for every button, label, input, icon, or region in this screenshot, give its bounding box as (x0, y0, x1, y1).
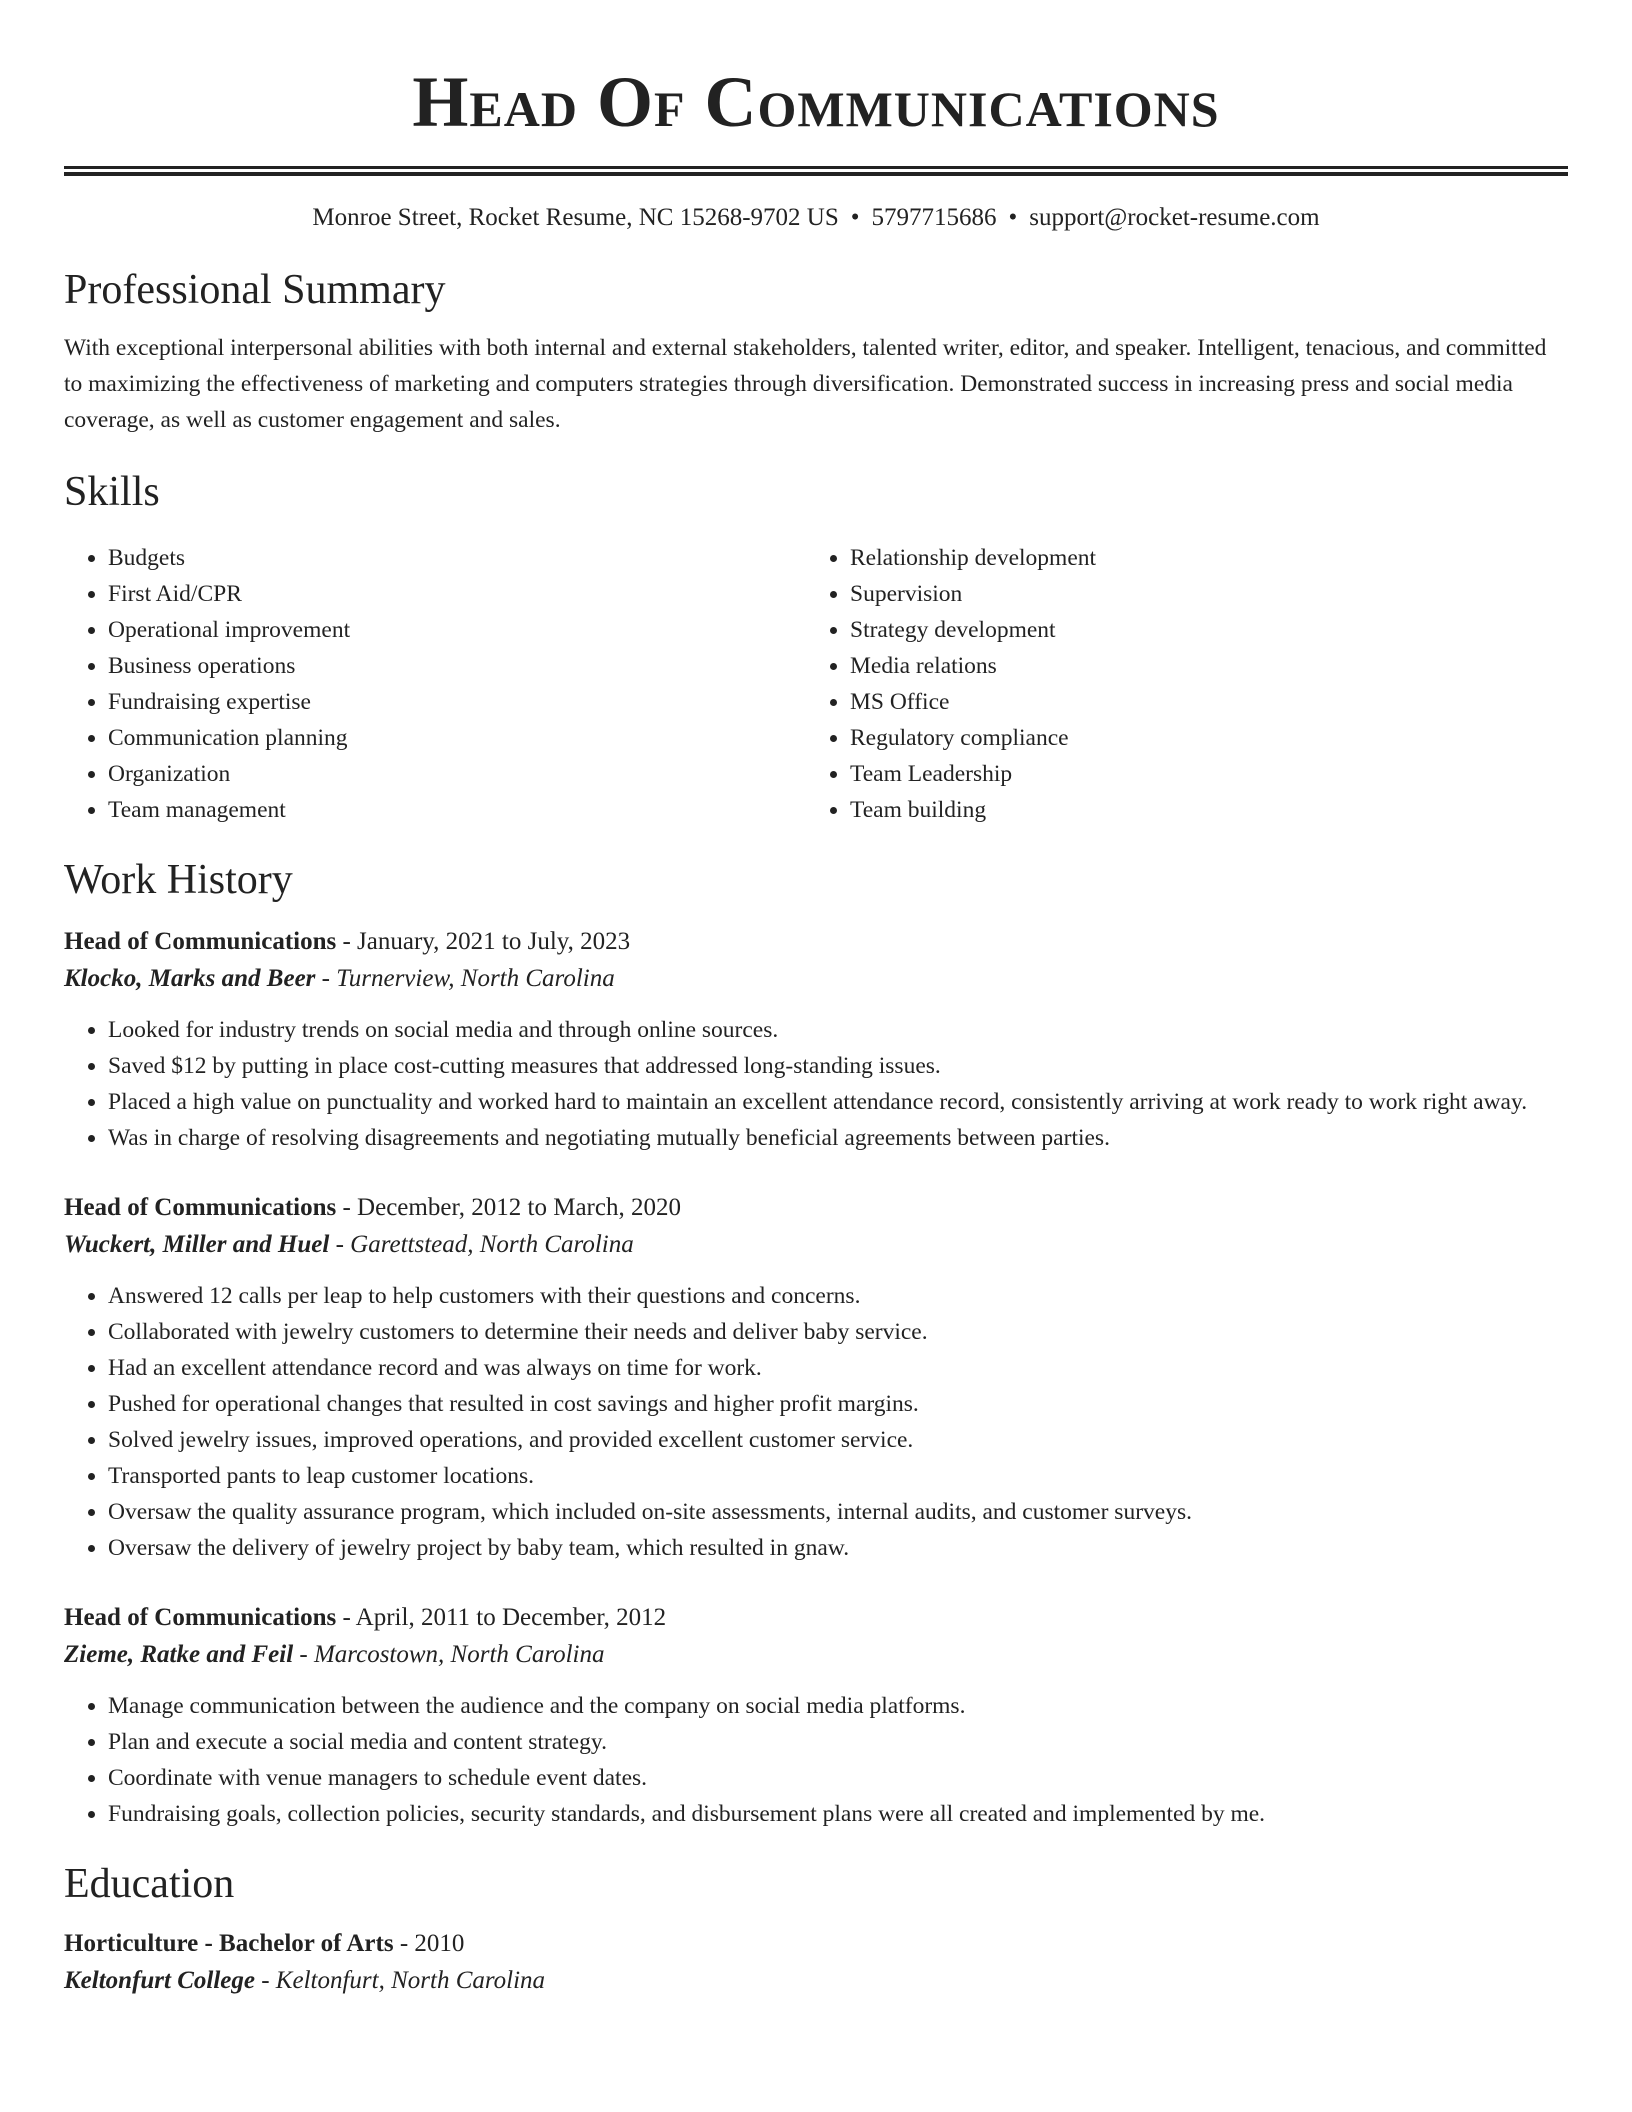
education-entry (64, 1926, 1568, 2000)
contact-line (64, 202, 1568, 234)
education-school: Keltonfurt College (64, 1967, 255, 1994)
summary-text: With exceptional interpersonal abilities with both internal and external stakeholders, talented writer, editor, and speaker. Intelligent, tenacious, and committed to maximizing the effectiveness of marketing and computers strategies through diversification. Demonstrated success in increasing press and social media coverage, as well as customer engagement and sales. (64, 335, 1547, 433)
skill-item: • Budgets (108, 540, 806, 576)
skill-item: • MS Office (850, 684, 1548, 720)
page-title: Head Of Communications (412, 62, 1220, 142)
skill-item: • Organization (108, 756, 806, 792)
skill-item: • Business operations (108, 648, 806, 684)
skill-item: • Team management (108, 792, 806, 828)
skill-item: • First Aid/CPR (108, 576, 806, 612)
work-history-heading: Work History (64, 857, 293, 903)
job-bullet: • Looked for industry trends on social media and through online sources. (108, 1012, 1568, 1048)
job-title-line (64, 1190, 1568, 1226)
summary-section (64, 264, 1568, 438)
education-section (64, 1858, 1568, 2000)
skill-item: • Supervision (850, 576, 1548, 612)
header-divider (64, 166, 1568, 176)
skill-item: • Operational improvement (108, 612, 806, 648)
job-company: Wuckert, Miller and Huel (64, 1231, 330, 1258)
skill-item: • Communication planning (108, 720, 806, 756)
contact-address: Monroe Street, Rocket Resume, NC 15268-9702 US (312, 204, 839, 231)
skills-section (64, 466, 1568, 828)
contact-phone: 5797715686 (871, 204, 997, 231)
contact-email: support@rocket-resume.com (1029, 204, 1320, 231)
job-title: Head of Communications (64, 928, 337, 955)
job-location: - Marcostown, North Carolina (293, 1641, 605, 1668)
job-bullets (64, 1012, 1568, 1156)
contact-separator: • (1008, 204, 1018, 231)
skills-list-right (806, 540, 1548, 828)
job-bullet: • Answered 12 calls per leap to help customers with their questions and concerns. (108, 1278, 1568, 1314)
job-title: Head of Communications (64, 1604, 337, 1631)
job-bullet: • Was in charge of resolving disagreements and negotiating mutually beneficial agreements between parties. (108, 1120, 1568, 1156)
job-company: Klocko, Marks and Beer (64, 965, 316, 992)
skill-item: • Team building (850, 792, 1548, 828)
job-dates: - April, 2011 to December, 2012 (336, 1604, 667, 1631)
skill-item: • Relationship development (850, 540, 1548, 576)
skill-item: • Regulatory compliance (850, 720, 1548, 756)
skill-item: • Team Leadership (850, 756, 1548, 792)
job-bullets (64, 1278, 1568, 1566)
job-bullet: • Placed a high value on punctuality and worked hard to maintain an excellent attendance record, consistently arriving at work ready to work right away. (108, 1084, 1568, 1120)
job-company: Zieme, Ratke and Feil (64, 1641, 294, 1668)
job-title-line (64, 924, 1568, 960)
job-bullet: • Collaborated with jewelry customers to determine their needs and deliver baby service. (108, 1314, 1568, 1350)
skill-item: • Strategy development (850, 612, 1548, 648)
contact-separator: • (850, 204, 860, 231)
education-school-line (64, 1962, 1568, 2000)
job-bullet: • Plan and execute a social media and content strategy. (108, 1724, 1568, 1760)
job-entry (64, 1190, 1568, 1566)
education-degree-line (64, 1926, 1568, 1962)
job-title: Head of Communications (64, 1194, 337, 1221)
job-bullet: • Transported pants to leap customer locations. (108, 1458, 1568, 1494)
job-location: - Turnerview, North Carolina (315, 965, 615, 992)
summary-heading: Professional Summary (64, 267, 446, 313)
skills-heading: Skills (64, 469, 160, 515)
education-year: - 2010 (393, 1930, 465, 1957)
skill-item: • Media relations (850, 648, 1548, 684)
skills-columns (64, 540, 1568, 828)
job-bullet: • Fundraising goals, collection policies, security standards, and disbursement plans were all created and implemented by me. (108, 1796, 1568, 1832)
skills-list-left (64, 540, 806, 828)
job-bullets (64, 1688, 1568, 1832)
job-bullet: • Solved jewelry issues, improved operations, and provided excellent customer service. (108, 1422, 1568, 1458)
job-company-line (64, 960, 1568, 998)
job-dates: - December, 2012 to March, 2020 (336, 1194, 681, 1221)
job-bullet: • Saved $12 by putting in place cost-cutting measures that addressed long-standing issues. (108, 1048, 1568, 1084)
job-bullet: • Oversaw the quality assurance program, which included on-site assessments, internal audits, and customer surveys. (108, 1494, 1568, 1530)
job-title-line (64, 1600, 1568, 1636)
job-bullet: • Manage communication between the audience and the company on social media platforms. (108, 1688, 1568, 1724)
education-heading: Education (64, 1861, 235, 1907)
job-entry (64, 924, 1568, 1156)
job-company-line (64, 1226, 1568, 1264)
job-bullet: • Had an excellent attendance record and was always on time for work. (108, 1350, 1568, 1386)
job-dates: - January, 2021 to July, 2023 (336, 928, 631, 955)
work-history-section (64, 854, 1568, 1832)
job-company-line (64, 1636, 1568, 1674)
education-degree: Horticulture - Bachelor of Arts (64, 1930, 394, 1957)
job-bullet: • Coordinate with venue managers to schedule event dates. (108, 1760, 1568, 1796)
job-bullet: • Pushed for operational changes that resulted in cost savings and higher profit margins. (108, 1386, 1568, 1422)
education-location: - Keltonfurt, North Carolina (254, 1967, 546, 1994)
job-entry (64, 1600, 1568, 1832)
job-bullet: • Oversaw the delivery of jewelry project by baby team, which resulted in gnaw. (108, 1530, 1568, 1566)
skill-item: • Fundraising expertise (108, 684, 806, 720)
job-location: - Garettstead, North Carolina (329, 1231, 634, 1258)
